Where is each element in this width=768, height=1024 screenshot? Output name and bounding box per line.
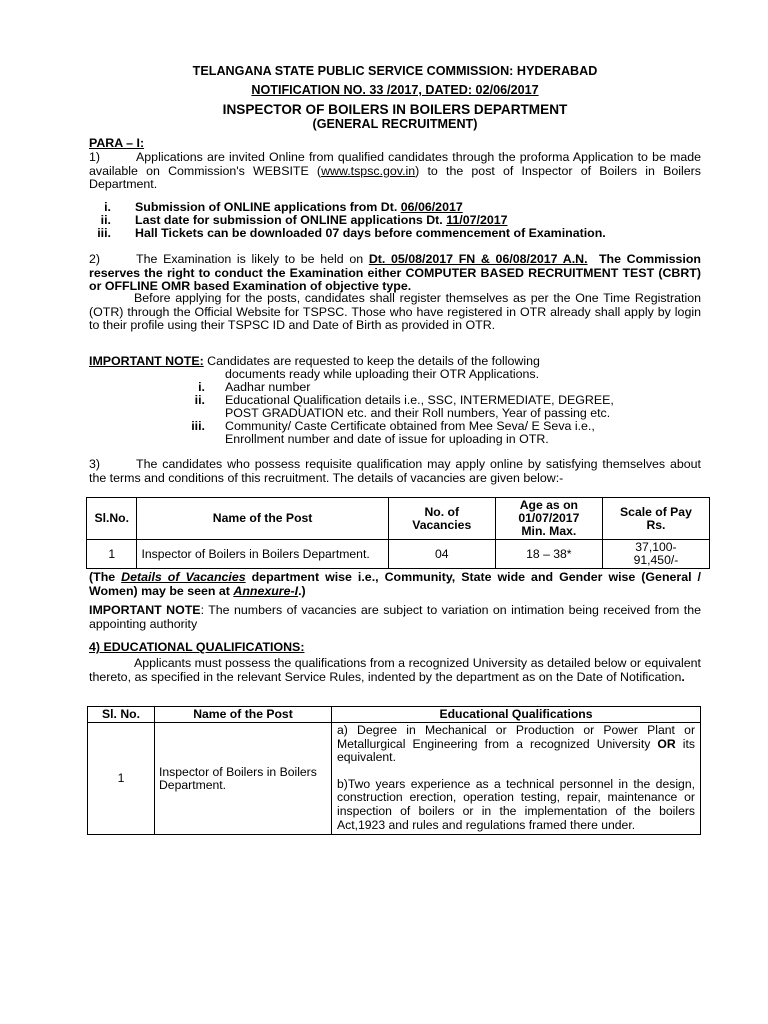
- table-row: [87, 540, 710, 569]
- date-item: i. Submission of ONLINE applications from Dt. 06/06/2017: [104, 200, 463, 214]
- cell-pay: 37,100- 91,450/-: [602, 540, 709, 569]
- para-2: [89, 253, 701, 294]
- org-title: TELANGANA STATE PUBLIC SERVICE COMMISSION: HYDERABAD: [192, 64, 598, 78]
- important-note-2-text: : The numbers of vacancies are subject to variation on intimation being received from the appointing authority: [89, 603, 701, 631]
- qualification-b: b)Two years experience as a technical personnel in the design, construction erection, operation testing, repair, maintenance or inspection of boilers or in the implementation of the boilers Act,1923 and rules and regulations framed there under.: [337, 776, 695, 832]
- col-qualification: Educational Qualifications: [332, 707, 701, 723]
- col-post: Name of the Post: [155, 707, 332, 723]
- cell-slno: 1: [88, 723, 155, 835]
- table-header-row: [88, 707, 701, 723]
- annexure-link: Annexure-I: [233, 583, 299, 598]
- para-1-text-a: Applications are invited Online from qualified candidates through the proforma Application to be made available on Commission's WEBSITE (: [89, 150, 701, 178]
- cell-slno: 1: [87, 540, 137, 569]
- para-1-text-b: ) to the post of Inspector of Boilers in Boilers Department.: [89, 163, 701, 192]
- para-1-num: 1): [89, 150, 101, 164]
- cell-qualification: [332, 723, 701, 835]
- qualification-a: a) Degree in Mechanical or Production or Power Plant or Metallurgical Engineering from a recognized University OR its equivalent.: [337, 723, 695, 765]
- details-note: (The Details of Vacancies department wise i.e., Community, State wide and Gender wise (General / Women) may be seen at Annexure-I.): [89, 570, 701, 598]
- date-item: iii. Hall Tickets can be downloaded 07 days before commencement of Examination.: [97, 225, 606, 240]
- para-1: [89, 151, 701, 192]
- important-note-text: Candidates are requested to keep the details of the following: [207, 354, 540, 368]
- cell-post: Inspector of Boilers in Boilers Department.: [137, 540, 388, 569]
- recruitment-type: (GENERAL RECRUITMENT): [312, 117, 478, 131]
- para-2-text-a: The Examination is likely to be held on: [136, 252, 369, 266]
- important-note-2-label: IMPORTANT NOTE: [89, 603, 201, 617]
- col-slno: Sl.No.: [87, 498, 137, 540]
- col-post: Name of the Post: [137, 498, 388, 540]
- cell-vacancies: 04: [388, 540, 495, 569]
- qualification-table: [87, 706, 701, 835]
- col-vacancies: No. of Vacancies: [388, 498, 495, 540]
- document-list: [89, 381, 689, 446]
- details-of-vacancies: Details of Vacancies: [121, 570, 246, 584]
- edu-heading: 4) EDUCATIONAL QUALIFICATIONS:: [89, 640, 305, 654]
- document-item: iii. Community/ Caste Certificate obtained from Mee Seva/ E Seva i.e., Enrollment number and date of issue for uploading in OTR.: [191, 419, 595, 446]
- para-heading: PARA – I:: [89, 136, 145, 150]
- col-pay: Scale of Pay Rs.: [602, 498, 709, 540]
- date-list: [89, 201, 701, 239]
- vacancy-table: [86, 497, 710, 569]
- important-note-2: [89, 604, 701, 631]
- notification-number-text: NOTIFICATION NO. 33 /2017, DATED: 02/06/2017: [251, 83, 539, 97]
- notification-number: [89, 84, 701, 98]
- important-note-label: IMPORTANT NOTE:: [89, 354, 204, 368]
- cell-age: 18 – 38*: [495, 540, 602, 569]
- table-header-row: [87, 498, 710, 540]
- para-2-otr: Before applying for the posts, candidates shall register themselves as per the One Time Registration (OTR) through the Official Website for TSPSC. Those who have registered in OTR already shall apply by login to their profile using their TSPSC ID and Date of Birth as provided in OTR.: [89, 291, 701, 333]
- col-age: Age as on 01/07/2017 Min. Max.: [495, 498, 602, 540]
- col-slno: Sl. No.: [88, 707, 155, 723]
- para-3-text: The candidates who possess requisite qualification may apply online by satisfying themselves about the terms and conditions of this recruitment. The details of vacancies are given below:-: [89, 457, 701, 485]
- para-3: [89, 458, 701, 485]
- document-item: i. Aadhar number: [198, 380, 311, 394]
- date-item: ii. Last date for submission of ONLINE applications Dt. 11/07/2017: [100, 212, 508, 227]
- para-2-text-b: The Commission reserves the right to conduct the Examination either COMPUTER BASED RECRUITMENT TEST (CBRT) or OFFLINE OMR based Examination of objective type.: [89, 252, 702, 294]
- document-item: ii. Educational Qualification details i.e., SSC, INTERMEDIATE, DEGREE, POST GRADUATION etc. and their Roll numbers, Year of passing etc.: [194, 393, 614, 420]
- para-3-num: 3): [89, 457, 101, 471]
- cell-post: Inspector of Boilers in Boilers Department.: [155, 723, 332, 835]
- para-2-num: 2): [89, 252, 101, 266]
- website-link[interactable]: www.tspsc.gov.in: [321, 163, 416, 178]
- post-title: INSPECTOR OF BOILERS IN BOILERS DEPARTMENT: [222, 102, 568, 117]
- table-row: [88, 723, 701, 835]
- important-note-text-2: documents ready while uploading their OTR Applications.: [225, 367, 540, 381]
- exam-date: Dt. 05/08/2017 FN & 06/08/2017 A.N.: [368, 252, 588, 266]
- edu-intro: Applicants must possess the qualifications from a recognized University as detailed below or equivalent thereto, as specified in the relevant Service Rules, indented by the department as on the Date of Notification.: [89, 656, 701, 684]
